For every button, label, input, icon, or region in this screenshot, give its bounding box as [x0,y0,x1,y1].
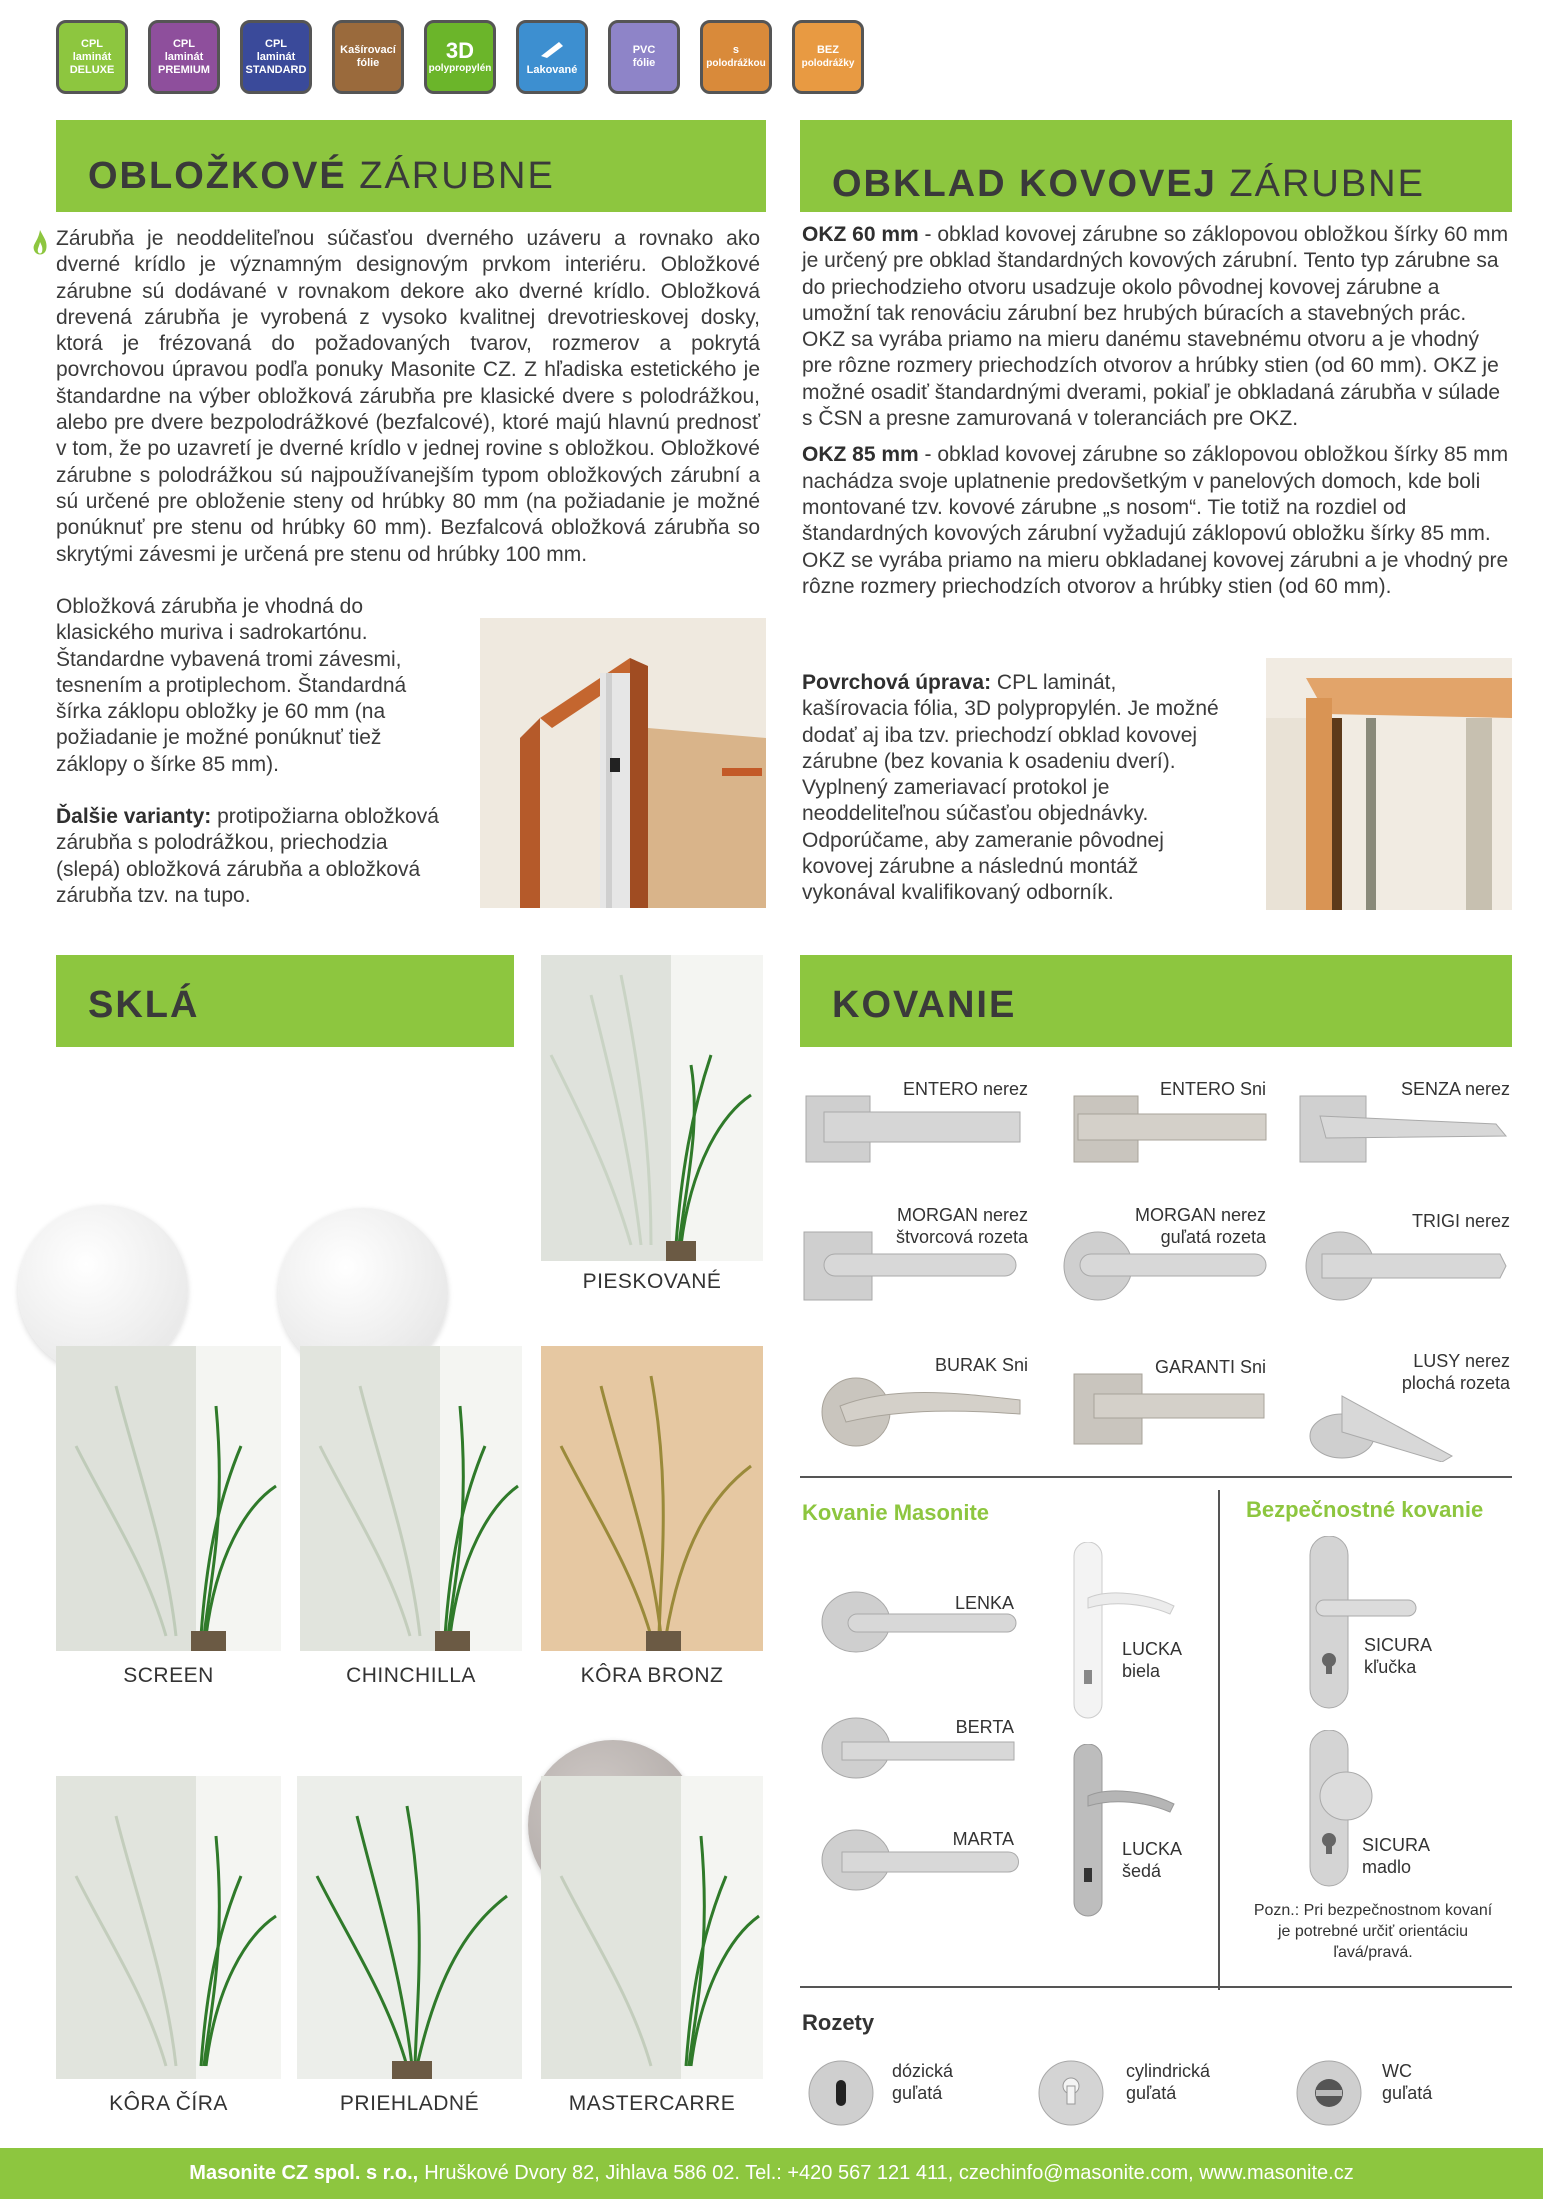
caption-line: madlo [1362,1857,1412,1877]
handle-lenka-image [818,1586,1018,1656]
rozeta-cylindricka-icon [1036,2058,1106,2128]
caption-line: GARANTI Sni [1154,1357,1266,1377]
badge-text: fólie [356,57,380,69]
glass-caption: PIESKOVANÉ [582,1270,722,1293]
caption-line: LUCKA [1122,1839,1183,1859]
caption-line: SENZA nerez [1400,1079,1510,1099]
section-title [88,155,555,198]
rozeta-wc-icon [1294,2058,1364,2128]
caption-line: BERTA [955,1717,1014,1737]
obklad-para-3 [802,670,1222,907]
title-bold: KOVANIE [832,984,1017,1026]
handle-morgan-square-image [802,1226,1022,1306]
paragraph-variants [56,804,456,909]
badge-cpl-premium [148,20,220,94]
note-line: Pozn.: Pri bezpečnostnom kovaní [1253,1902,1493,1919]
handle-entero-nerez-image [804,1090,1024,1170]
badge-text: laminát [256,50,296,63]
handle-caption [1122,1838,1190,1882]
badge-text: PREMIUM [158,63,210,76]
footer-company: Masonite CZ spol. s r.o., [189,2162,419,2184]
flame-icon [30,228,50,258]
badge-bez-polodrazky [792,20,864,94]
paragraph [802,670,1222,907]
surface-label: Povrchová úprava: [802,671,992,694]
handle-trigi-nerez-image [1300,1226,1512,1306]
badge-text: polypropylén [428,62,492,74]
caption-line: cylindrická [1126,2061,1211,2081]
section-header-oblozkove [56,120,766,212]
oblozkove-para-main [56,226,760,568]
handle-lucka-seda-image [1070,1744,1183,1920]
handle-sicura-klucka-image [1300,1536,1420,1712]
glass-mastercarre-photo [541,1776,763,2079]
badge-kasirovacia [332,20,404,94]
paragraph [802,222,1512,432]
kovanie-masonite-heading: Kovanie Masonite [802,1500,990,1525]
obklad-para-1 [802,222,1512,600]
caption-line: štvorcová rozeta [895,1227,1028,1247]
section-header-kovanie [800,955,1512,1047]
okz60-label: OKZ 60 mm [802,223,919,246]
badge-text: Kašírovací [340,44,396,56]
variants-text: protipožiarna obložková zárubňa s polodrážkou, priechodzia (slepá) obložková zárubňa a obložková zárubňa tzv. na tupo. [56,805,439,907]
caption-line: guľatá rozeta [1160,1227,1266,1247]
glass-pieskovane-photo [541,955,763,1261]
handle-caption [1364,1634,1440,1678]
bezpecnostne-kovanie-heading: Bezpečnostné kovanie [1246,1497,1484,1522]
caption-line: kľučka [1364,1657,1417,1677]
surface-text: CPL laminát, kašírovacia fólia, 3D polypropylén. Je možné dodať aj iba tzv. priechodzí obklad kovovej zárubne (bez kovania k osadeniu dverí). Vyplnený zameriavací protokol je neoddeliteľnou súčasťou objednávky. Odporúčame, aby zameranie pôvodnej kovovej zárubne a následnú montáž vykonával kvalifikovaný odborník. [802,671,1219,905]
section-title [832,163,1425,206]
okz85-label: OKZ 85 mm [802,443,919,467]
caption-line: TRIGI nerez [1411,1211,1510,1231]
caption-line: guľatá [1382,2083,1433,2103]
okz85-text: - obklad kovovej zárubne so záklopovou obložkou šírky 85 mm nachádza svoje uplatnenie predovšetkým v panelových domoch, kde boli montované tzv. kovové zárubne „s nosom“. Tie totiž na rozdiel od štandardných kovových zárubní vyžadujú záklopovú obložku šírky 85 mm. OKZ se vyrába priamo na mieru obkladanej kovovej zárubni a je vhodný pre rôzne rozmery priechodzích otvorov a hrúbky stien (od 60 mm). [802,443,1509,598]
glass-chinchilla-photo [300,1346,522,1651]
caption-line: LUCKA [1122,1639,1183,1659]
handle-burak-sni-image [816,1364,1026,1454]
security-note [1228,1900,1518,1963]
glass-caption: PRIEHLADNÉ [339,2092,480,2115]
caption-line: LUSY nerez [1413,1351,1510,1371]
glass-caption: KÔRA BRONZ [580,1664,724,1687]
glass-caption: KÔRA ČÍRA [109,2092,228,2115]
rozeta-caption [1126,2060,1210,2104]
badge-text: CPL [172,37,195,50]
footer-contact: Hruškové Dvory 82, Jihlava 586 02. Tel.: +420 567 121 411, czechinfo@masonite.com, www.masonite.cz [424,2162,1354,2184]
section-header-obklad [800,120,1512,212]
badge-text: fólie [632,57,656,69]
badge-text: s [732,44,740,56]
badge-cpl-deluxe [56,20,128,94]
badge-text: DELUXE [69,63,115,76]
title-light: ZÁRUBNE [359,155,555,197]
badge-text: Lakované [526,63,578,76]
title-bold: OBLOŽKOVÉ [88,155,347,197]
divider-vertical [1218,1490,1220,1990]
rozeta-caption [1382,2060,1432,2104]
note-line: ľavá/pravá. [1333,1944,1413,1961]
footer [0,2148,1543,2199]
section-header-skla [56,955,514,1047]
rozeta-caption [892,2060,953,2104]
glass-caption: SCREEN [123,1664,214,1687]
caption-line: ENTERO Sni [1159,1079,1266,1099]
badge-text: 3D [445,37,475,63]
paragraph [802,442,1512,600]
badge-3d [424,20,496,94]
badge-text: polodrážky [801,58,855,69]
okz60-text: - obklad kovovej zárubne so záklopovou obložkou šírky 60 mm je určený pre obklad štandardných kovových zárubní. Tento typ zárubne sa do priechodzieho otvoru usadzuje okolo pôvodnej kovovej zárubne a umožní tak renováciu zárubní bez hrubých búracích a stavebných prác. OKZ sa vyrába priamo na mieru danému stavebnému otvoru a je vhodný pre rôzne rozmery priechodzích otvorov a hrúbky stien (od 60 mm). OKZ je možné osadiť štandardnými dverami, pokiaľ je obkladaná zárubňa v súlade s ČSN a presne zamurovaná v toleranciách pre OKZ. [802,223,1509,431]
glass-kora-bronz-photo [541,1346,763,1651]
caption-line: WC [1382,2061,1412,2081]
badge-text: STANDARD [245,63,307,76]
caption-line: guľatá [892,2083,943,2103]
variants-label: Ďalšie varianty: [56,805,212,829]
section-title [832,984,1016,1027]
caption-line: dózická [892,2061,954,2081]
section-title [88,984,199,1027]
rozeta-dozicka-icon [806,2058,876,2128]
caption-line: MORGAN nerez [896,1205,1028,1225]
caption-line: LENKA [954,1593,1014,1613]
badge-s-polodrazkou [700,20,772,94]
caption-line: SICURA [1364,1635,1433,1655]
title-bold: OBKLAD KOVOVEJ [832,163,1217,205]
glass-priehladne-photo [297,1776,522,2079]
caption-line: MORGAN nerez [1134,1205,1266,1225]
handle-caption [1362,1834,1438,1878]
paragraph: Zárubňa je neoddeliteľnou súčasťou dverného uzáveru a rovnako ako dverné krídlo je významným designovým prvkom interiéru. Obložkové zárubne sú dodávané v rovnakom dekore ako dverné krídlo. Obložková drevená zárubňa je vyrobená z vysoko kvalitnej drevotrieskovej dosky, ktorá je frézovaná do požadovaných tvarov, rozmerov a pokrytá povrchovou úpravou podľa ponuky Masonite CZ. Z hľadiska estetického je štandardne na výber obložková zárubňa pre klasické dvere s polodrážkou, alebo pre dvere bezpolodrážkové (bezfalcové), ktoré majú hlavnú prednosť v tom, že po uzavretí je dverné krídlo v jednej rovine s obložkou. Obložkové zárubne s polodrážkou sú najpoužívanejším typom obložkových zárubní a sú určené pre obloženie steny od hrúbky 80 mm (na požiadanie je možné ponúknuť pre stenu od hrúbky 60 mm). Bezfalcová obložková zárubňa so skrytými závesmi je určená pre stenu od hrúbky 100 mm. [56,227,760,566]
metal-frame-photo [1266,658,1512,910]
handle-senza-nerez-image [1296,1090,1510,1170]
handle-berta-image [818,1712,1018,1782]
handle-marta-image [818,1824,1024,1894]
badge-text: BEZ [816,44,839,56]
title-light: ZÁRUBNE [1229,163,1425,205]
handle-lusy-nerez-image [1302,1366,1512,1462]
badge-lakovane [516,20,588,94]
caption-line: plochá rozeta [1401,1373,1510,1393]
glass-caption: CHINCHILLA [346,1664,476,1687]
badge-text: CPL [81,37,103,50]
badge-text: polodrážkou [706,58,766,69]
glass-caption: MASTERCARRE [568,2092,736,2115]
badge-text: laminát [72,50,112,63]
badge-text: PVC [632,44,656,56]
badge-text: laminát [164,50,204,63]
title-bold: SKLÁ [88,984,200,1026]
glass-kora-cira-photo [56,1776,281,2079]
divider-line [800,1476,1512,1478]
divider-line [800,1986,1512,1988]
caption-line: ENTERO nerez [902,1079,1028,1099]
caption-line: guľatá [1126,2083,1177,2103]
handle-morgan-round-image [1058,1226,1272,1306]
paragraph: Obložková zárubňa je vhodná do klasického muriva i sadrokartónu. Štandardne vybavená tromi závesmi, tesnením a protiplechom. Štandardná šírka záklopu obložky je 60 mm (na požiadanie je možné ponúknuť tiež záklopy o šírke 85 mm). [56,595,407,776]
oblozkove-para-2 [56,594,456,909]
rozety-heading: Rozety [802,2010,875,2035]
handle-entero-sni-image [1070,1090,1270,1170]
glass-screen-photo [56,1346,281,1651]
handle-lucka-biela-image [1070,1542,1183,1722]
handle-caption [1122,1638,1190,1682]
badge-pvc [608,20,680,94]
brush-icon [537,38,567,60]
caption-line: MARTA [952,1829,1014,1849]
door-frame-photo [480,618,766,908]
note-line: je potrebné určiť orientáciu [1277,1923,1469,1940]
caption-line: SICURA [1362,1835,1431,1855]
handle-garanti-sni-image [1070,1370,1270,1450]
badge-text: CPL [265,37,287,50]
caption-line: biela [1122,1661,1161,1681]
caption-line: BURAK Sni [934,1355,1028,1375]
badge-cpl-standard [240,20,312,94]
caption-line: šedá [1122,1861,1162,1881]
